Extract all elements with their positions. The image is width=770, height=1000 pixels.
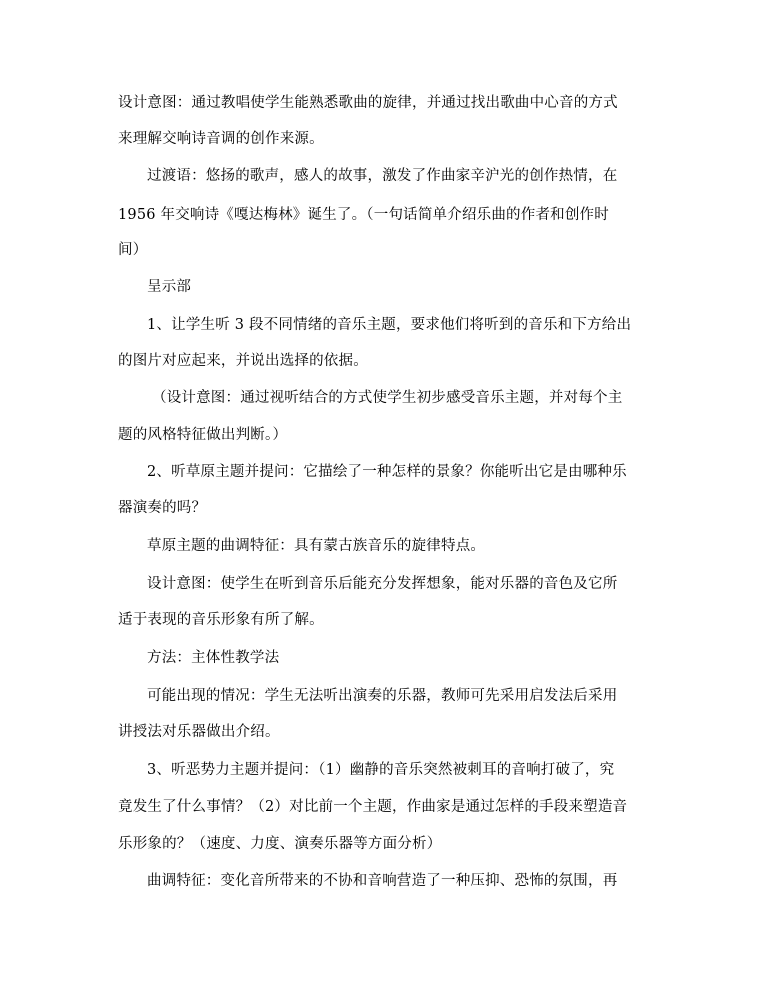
text-line: 器演奏的吗？: [118, 500, 207, 516]
text-line: 适于表现的音乐形象有所了解。: [118, 612, 324, 628]
section-heading: 呈示部: [147, 279, 192, 295]
text-line: 题的风格特征做出判断。）: [118, 427, 288, 443]
text-line: 方法：主体性教学法: [147, 650, 280, 666]
text-line: 草原主题的曲调特征：具有蒙古族音乐的旋律特点。: [147, 538, 486, 554]
text-line: 2、听草原主题并提问：它描绘了一种怎样的景象？你能听出它是由哪种乐: [147, 464, 627, 480]
text-line: 可能出现的情况：学生无法听出演奏的乐器，教师可先采用启发法后采用: [147, 688, 618, 704]
text-line: 间）: [118, 242, 148, 258]
text-line: 曲调特征：变化音所带来的不协和音响营造了一种压抑、恐怖的氛围，再: [147, 873, 618, 889]
text-line: 乐形象的？（速度、力度、演奏乐器等方面分析）: [118, 836, 442, 852]
text-line: （设计意图：通过视听结合的方式使学生初步感受音乐主题，并对每个主: [152, 390, 623, 406]
text-line: 来理解交响诗音调的创作来源。: [118, 131, 324, 147]
text-line: 过渡语：悠扬的歌声，感人的故事，激发了作曲家辛沪光的创作热情，在: [147, 168, 618, 184]
text-line: 的图片对应起来，并说出选择的依据。: [118, 353, 368, 369]
text-line: 设计意图：通过教唱使学生能熟悉歌曲的旋律，并通过找出歌曲中心音的方式: [118, 95, 618, 111]
text-line: 1956 年交响诗《嘎达梅林》诞生了。（一句话简单介绍乐曲的作者和创作时: [118, 207, 609, 223]
text-line: 3、听恶势力主题并提问：（1）幽静的音乐突然被刺耳的音响打破了，究: [147, 762, 615, 778]
text-line: 1、让学生听 3 段不同情绪的音乐主题，要求他们将听到的音乐和下方给出: [147, 317, 632, 333]
text-line: 讲授法对乐器做出介绍。: [118, 724, 280, 740]
text-line: 设计意图：使学生在听到音乐后能充分发挥想象，能对乐器的音色及它所: [147, 576, 618, 592]
text-line: 竟发生了什么事情？（2）对比前一个主题，作曲家是通过怎样的手段来塑造音: [118, 799, 628, 815]
